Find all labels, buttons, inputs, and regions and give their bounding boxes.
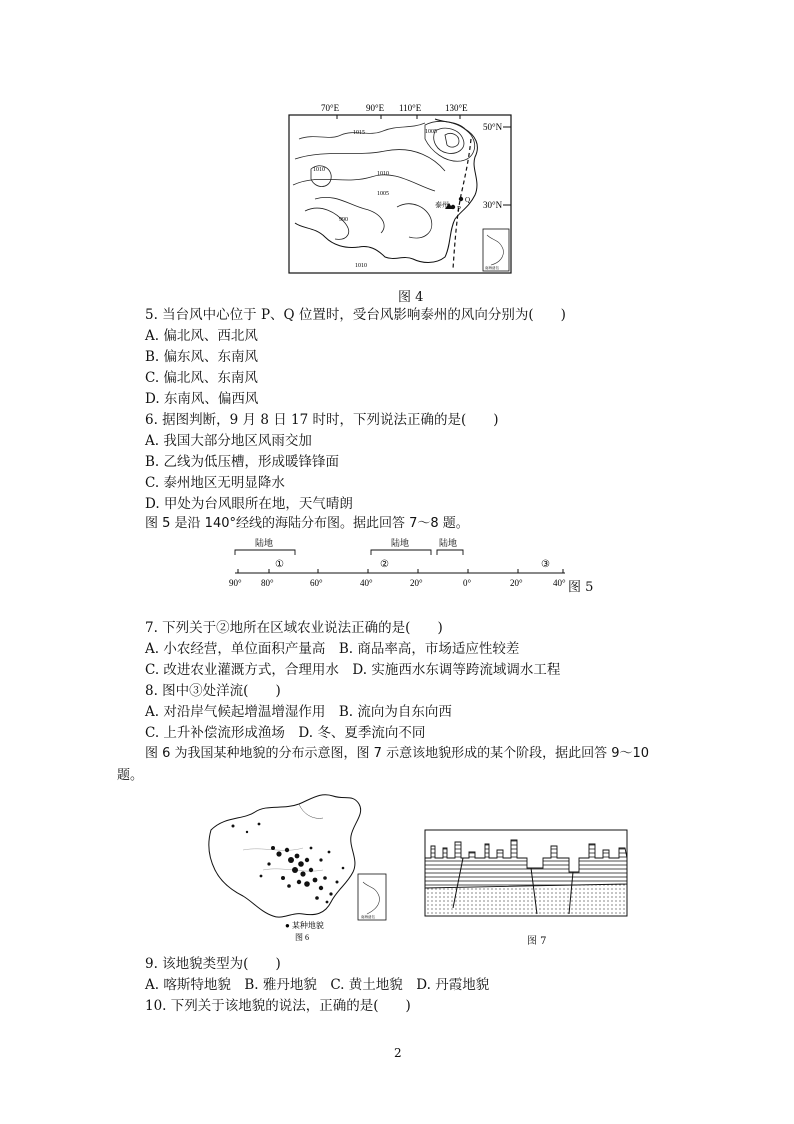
isobar-label: 990	[339, 217, 348, 223]
tick-label: 60°	[310, 578, 323, 588]
inset-label: 南海诸岛	[361, 915, 375, 919]
q9-stem: 9. 该地貌类型为( )	[145, 956, 281, 972]
point-p-label: P	[457, 205, 461, 213]
figure5-diagram	[225, 535, 570, 593]
figure6-caption: 图 6	[295, 933, 309, 942]
inset-label: 南海诸岛	[485, 266, 499, 270]
tick-label: 80°	[261, 578, 274, 588]
q6-stem: 6. 据图判断，9 月 8 日 17 时时，下列说法正确的是( )	[145, 412, 499, 428]
marker-1: ①	[275, 559, 284, 570]
lon-label-70e: 70°E	[321, 103, 340, 113]
intro-9-10-line1: 图 6 为我国某种地貌的分布示意图，图 7 示意该地貌形成的某个阶段，据此回答 9～10	[145, 746, 650, 761]
land-label-3: 陆地	[439, 538, 458, 548]
q7-options-line2: C. 改进农业灌溉方式，合理用水 D. 实施西水东调等跨流域调水工程	[145, 662, 561, 678]
marker-2: ②	[380, 559, 389, 570]
q6-option-a: A. 我国大部分地区风雨交加	[145, 433, 312, 449]
isobar-label: 1010	[355, 263, 367, 269]
q8-options-line2: C. 上升补偿流形成渔场 D. 冬、夏季流向不同	[145, 725, 426, 741]
point-q-label: Q	[465, 196, 471, 204]
q5-option-c: C. 偏北风、东南风	[145, 370, 258, 386]
taizhou-label: 泰州	[435, 201, 449, 209]
tick-label: 40°	[553, 578, 566, 588]
page-number: 2	[394, 1046, 402, 1060]
figure6-map	[203, 790, 393, 945]
tick-label: 0°	[463, 578, 472, 588]
isobar-label: 1015	[353, 130, 365, 136]
legend-text: ● 某种地貌	[285, 921, 324, 930]
figure7-caption: 图 7	[527, 936, 547, 947]
figure5-caption: 图 5	[568, 580, 594, 595]
lon-label-110e: 110°E	[399, 103, 422, 113]
isobar-label: 1005	[377, 191, 389, 197]
lon-label-90e: 90°E	[366, 103, 385, 113]
intro-7-8: 图 5 是沿 140°经线的海陆分布图。据此回答 7～8 题。	[145, 516, 469, 531]
tick-label: 20°	[510, 578, 523, 588]
q5-stem: 5. 当台风中心位于 P、Q 位置时，受台风影响泰州的风向分别为( )	[145, 307, 566, 323]
lat-label-30n: 30°N	[483, 200, 503, 210]
tick-label: 20°	[410, 578, 423, 588]
q5-option-d: D. 东南风、偏西风	[145, 391, 259, 407]
tick-label: 90°	[229, 578, 242, 588]
q10-stem: 10. 下列关于该地貌的说法，正确的是( )	[145, 998, 411, 1014]
isobar-label: 1010	[377, 171, 389, 177]
q7-stem: 7. 下列关于②地所在区域农业说法正确的是( )	[145, 620, 443, 636]
intro-9-10-line2: 题。	[117, 768, 144, 783]
tick-label: 40°	[360, 578, 373, 588]
figure4-caption: 图 4	[398, 290, 424, 305]
isobar-label: 1005	[425, 129, 437, 135]
q8-stem: 8. 图中③处洋流( )	[145, 683, 281, 699]
q7-options-line1: A. 小农经营，单位面积产量高 B. 商品率高，市场适应性较差	[145, 641, 520, 657]
q9-options-line1: A. 喀斯特地貌 B. 雅丹地貌 C. 黄土地貌 D. 丹霞地貌	[145, 977, 490, 993]
marker-3: ③	[541, 559, 550, 570]
land-label-1: 陆地	[255, 538, 274, 548]
q8-options-line1: A. 对沿岸气候起增温增湿作用 B. 流向为自东向西	[145, 704, 452, 720]
q5-option-b: B. 偏东风、东南风	[145, 349, 259, 365]
q6-option-b: B. 乙线为低压槽，形成暖锋锋面	[145, 454, 340, 470]
figure4-map	[285, 99, 515, 279]
q6-option-d: D. 甲处为台风眼所在地，天气晴朗	[145, 496, 353, 512]
land-label-2: 陆地	[391, 538, 410, 548]
lat-label-50n: 50°N	[483, 122, 503, 132]
figure7-diagram	[423, 828, 631, 928]
q5-option-a: A. 偏北风、西北风	[145, 328, 258, 344]
lon-label-130e: 130°E	[445, 103, 468, 113]
isobar-label: 1010	[313, 167, 325, 173]
q6-option-c: C. 泰州地区无明显降水	[145, 475, 285, 491]
